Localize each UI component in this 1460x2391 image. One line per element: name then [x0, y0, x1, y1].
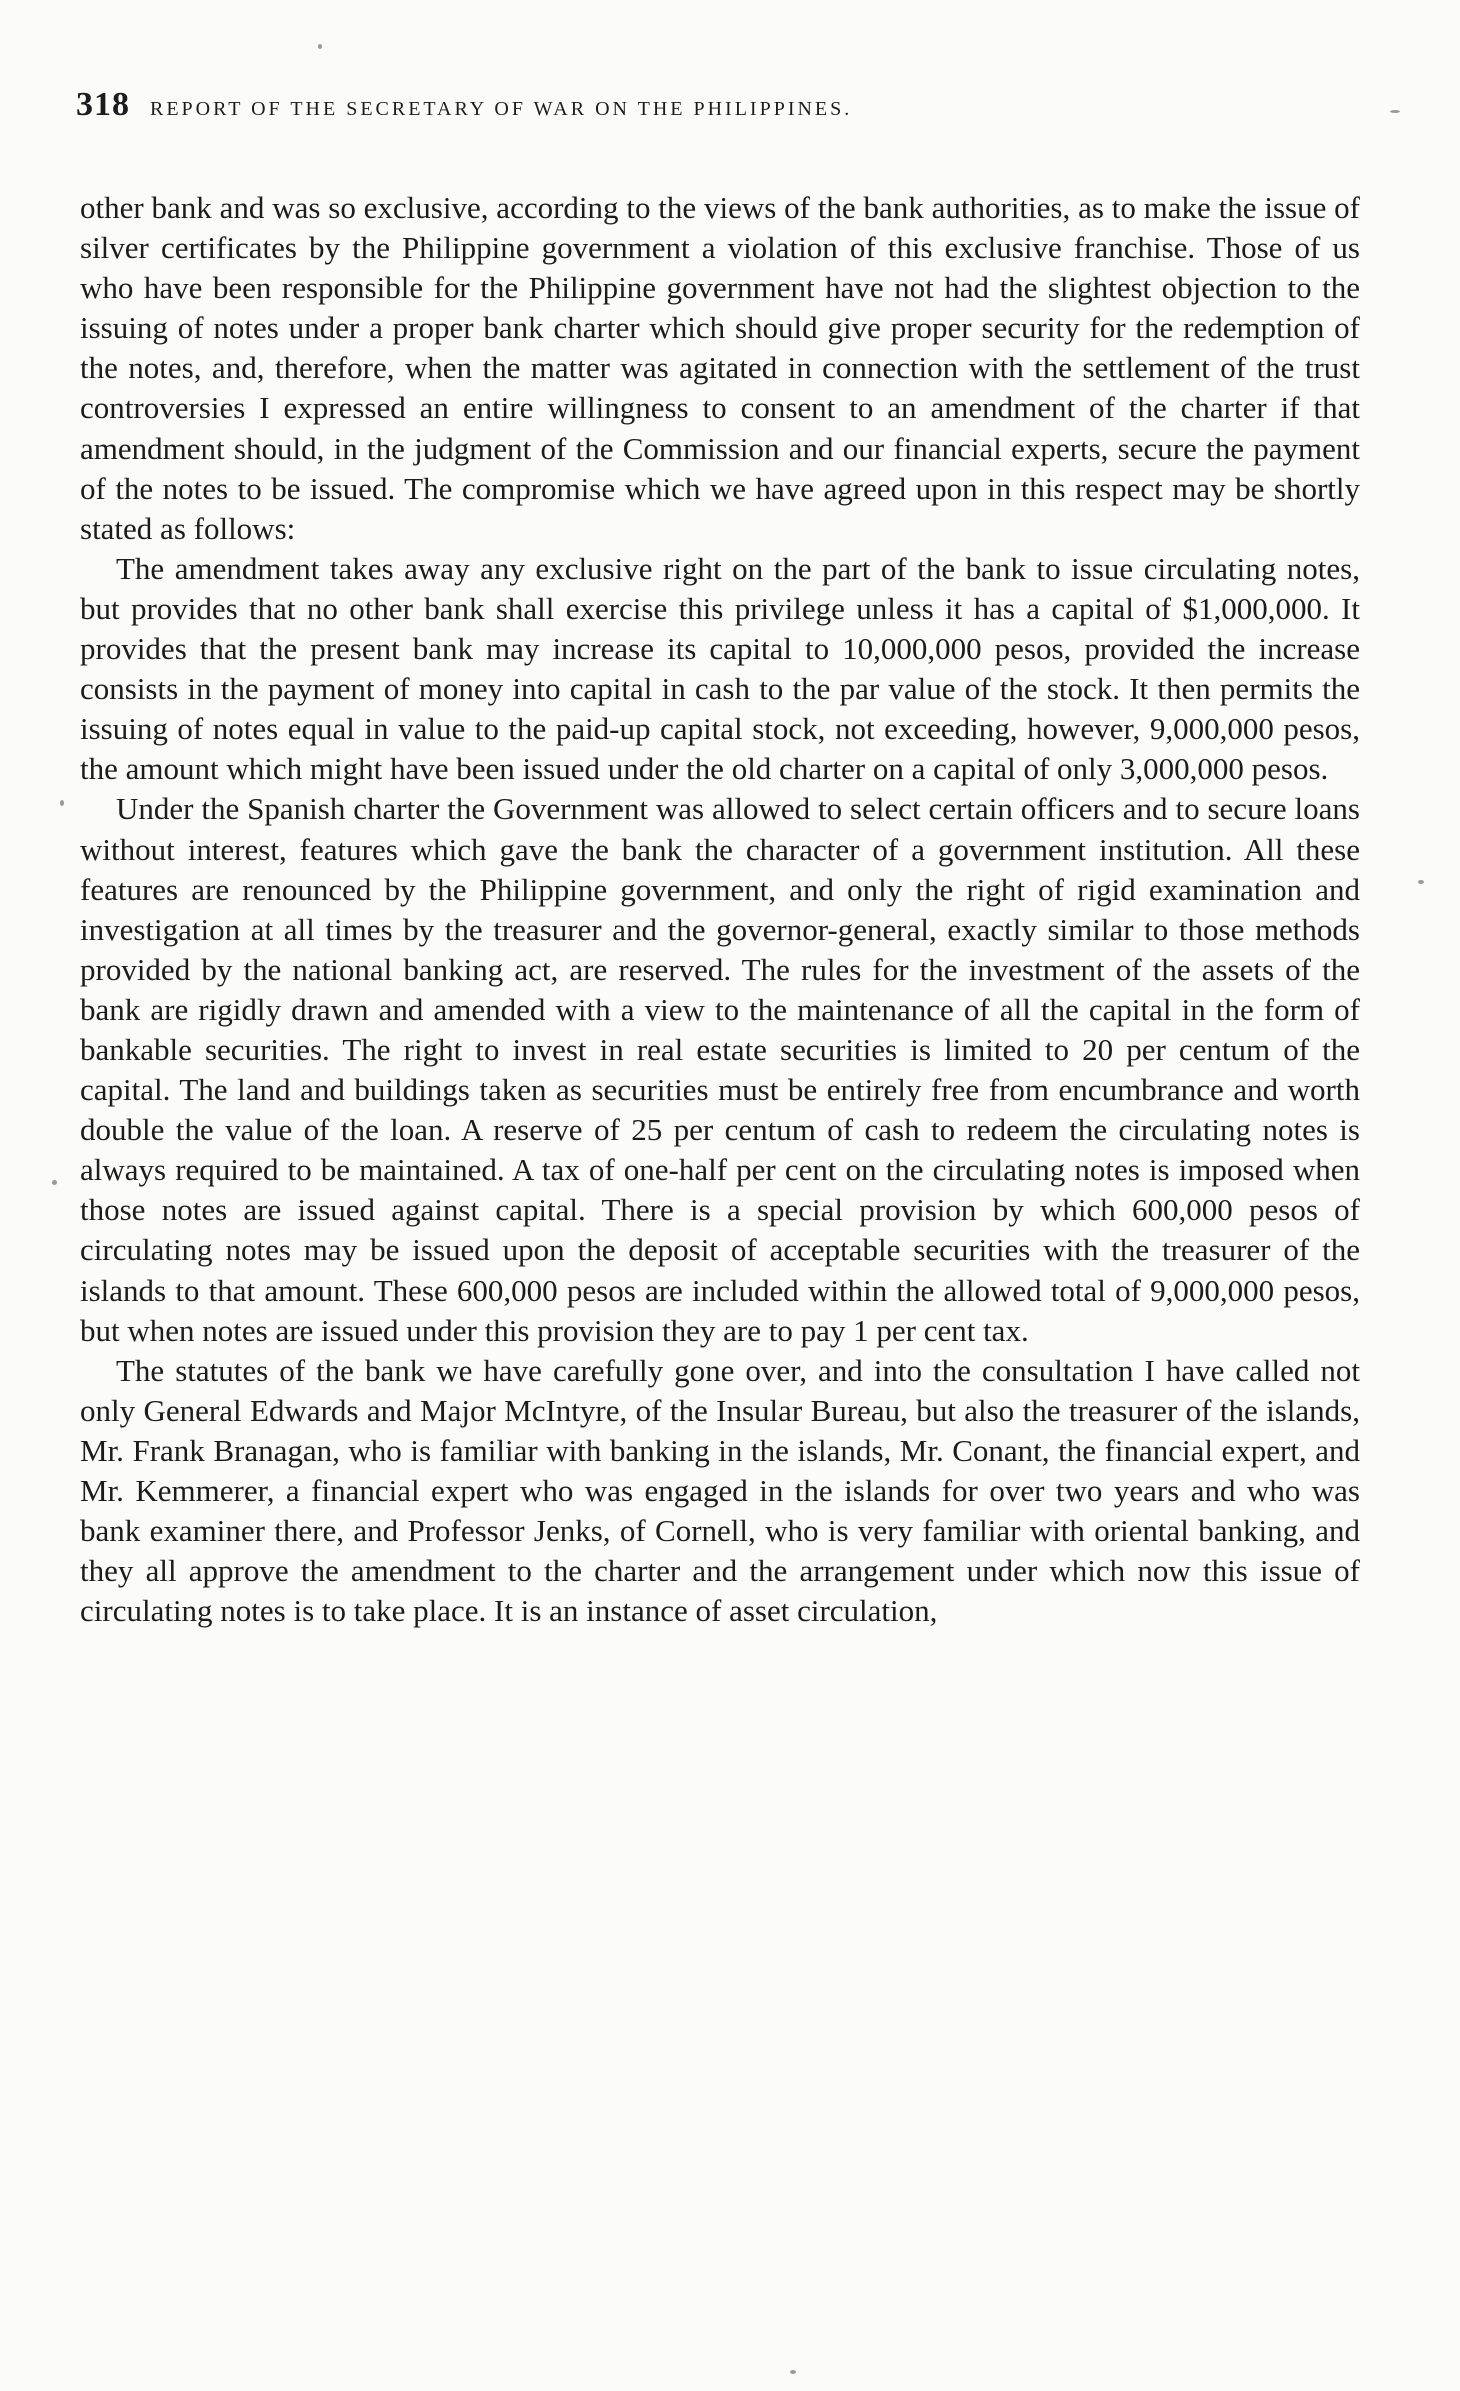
running-head: REPORT OF THE SECRETARY OF WAR ON THE PHILIPPINES. — [150, 98, 853, 120]
paragraph-2: The amendment takes away any exclusive right on the part of the bank to issue circulating notes, but provides that no other bank shall exercise this privilege unless it has a capital of $1,000,000. It provides that the present bank may increase its capital to 10,000,000 pesos, provided the increase consists in the payment of money into capital in cash to the par value of the stock. It then permits the issuing of notes equal in value to the paid-up capital stock, not exceeding, however, 9,000,000 pesos, the amount which might have been issued under the old charter on a capital of only 3,000,000 pesos. — [80, 550, 1360, 787]
scan-speck — [1418, 880, 1424, 884]
body-text — [80, 188, 1360, 1631]
paragraph-1: other bank and was so exclusive, according to the views of the bank authorities, as to make the issue of silver certificates by the Philippine government a violation of this exclusive franchise. Those of us who have been responsible for the Philippine government have not had the slightest objection to the issuing of notes under a proper bank charter which should give proper security for the redemption of the notes, and, therefore, when the matter was agitated in connection with the settlement of the trust controversies I expressed an entire willingness to consent to an amendment of the charter if that amendment should, in the judgment of the Commission and our financial experts, secure the payment of the notes to be issued. The compromise which we have agreed upon in this respect may be shortly stated as follows: — [80, 190, 1360, 546]
paragraph-4: The statutes of the bank we have carefully gone over, and into the consultation I have called not only General Edwards and Major McIntyre, of the Insular Bureau, but also the treasurer of the islands, Mr. Frank Branagan, who is familiar with banking in the islands, Mr. Conant, the financial expert, and Mr. Kemmerer, a financial expert who was engaged in the islands for over two years and who was bank examiner there, and Professor Jenks, of Cornell, who is very familiar with oriental banking, and they all approve the amendment to the charter and the arrangement under which now this issue of circulating notes is to take place. It is an instance of asset circulation, — [80, 1352, 1360, 1629]
scan-speck — [318, 44, 322, 49]
scan-speck — [790, 2370, 796, 2374]
page-header — [76, 86, 1356, 146]
paragraph-3: Under the Spanish charter the Government was allowed to select certain officers and to secure loans without interest, features which gave the bank the character of a government institution. All these features are renounced by the Philippine government, and only the right of rigid examination and investigation at all times by the treasurer and the governor-general, exactly similar to those methods provided by the national banking act, are reserved. The rules for the investment of the assets of the bank are rigidly drawn and amended with a view to the maintenance of all the capital in the form of bankable securities. The right to invest in real estate securities is limited to 20 per centum of the capital. The land and buildings taken as securities must be entirely free from encumbrance and worth double the value of the loan. A reserve of 25 per centum of cash to redeem the circulating notes is always required to be maintained. A tax of one-half per cent on the circulating notes is imposed when those notes are issued against capital. There is a special provision by which 600,000 pesos of circulating notes may be issued upon the deposit of acceptable securities with the treasurer of the islands to that amount. These 600,000 pesos are included within the allowed total of 9,000,000 pesos, but when notes are issued under this provision they are to pay 1 per cent tax. — [80, 791, 1360, 1348]
page-number: 318 — [76, 86, 130, 123]
scan-speck — [52, 1180, 57, 1185]
scan-speck — [1390, 110, 1400, 113]
scan-speck — [60, 800, 64, 806]
